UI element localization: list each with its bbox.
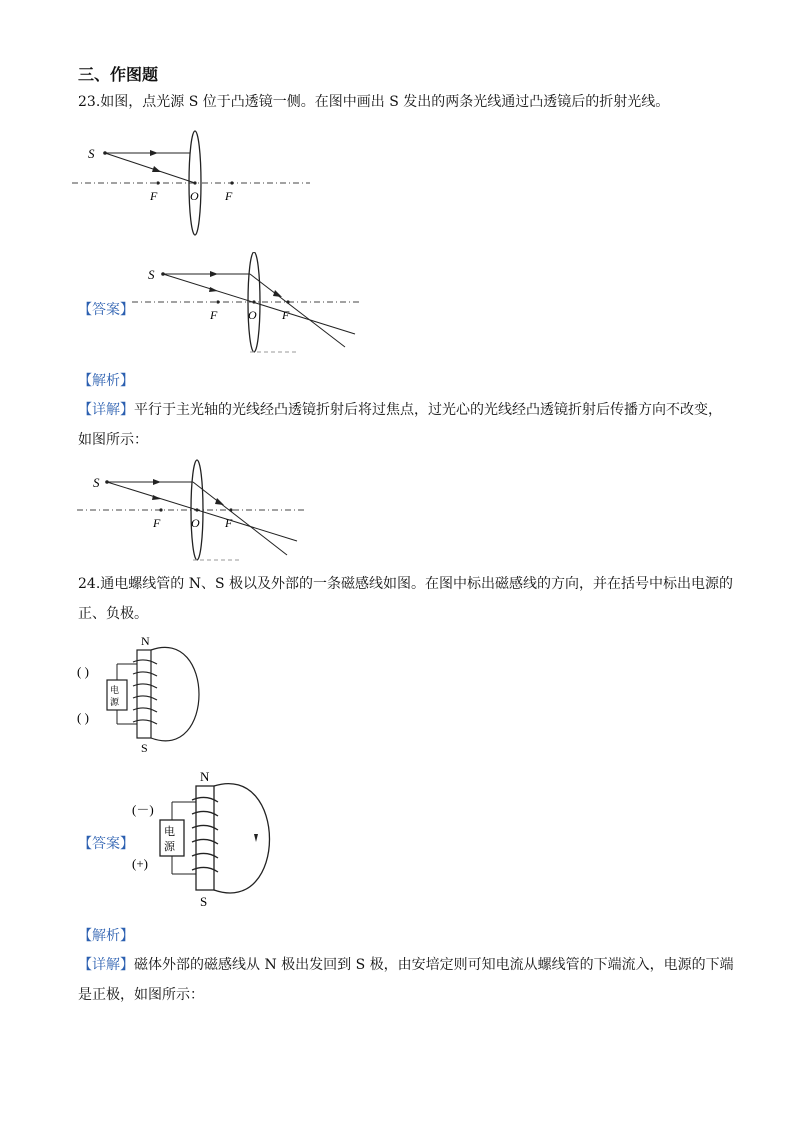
svg-text:F: F xyxy=(210,308,218,322)
bracket-top: ( ) xyxy=(77,664,89,679)
q24-figure xyxy=(75,632,205,757)
svg-text:O: O xyxy=(191,516,200,530)
svg-text:源: 源 xyxy=(110,697,120,707)
q23-detail-line2: 如图所示： xyxy=(78,432,148,448)
svg-text:F: F xyxy=(282,308,290,322)
label-f-left: F xyxy=(150,189,158,203)
q23-detail-line1: 【详解】平行于主光轴的光线经凸透镜折射后将过焦点，过光心的光线经凸透镜折射后传播方向不改变， xyxy=(78,402,722,418)
q24-detail-line1: 【详解】磁体外部的磁感线从 N 极出发回到 S 极，由安培定则可知电流从螺线管的下端流入，电源的下端 xyxy=(78,957,734,973)
label-s: S xyxy=(88,146,95,161)
section-title: 三、作图题 xyxy=(78,65,159,84)
q24-answer-figure xyxy=(130,768,275,913)
q23-answer-tag: 【答案】 xyxy=(78,302,134,318)
arrow-parallel xyxy=(150,150,158,156)
arrow-center xyxy=(152,166,161,172)
svg-text:S: S xyxy=(148,267,155,282)
label-s: S xyxy=(141,741,148,755)
answer-negative: (－) xyxy=(132,802,154,817)
q23-detail-tag: 【详解】 xyxy=(78,402,134,418)
svg-text:O: O xyxy=(248,308,257,322)
svg-text:源: 源 xyxy=(164,841,175,853)
svg-text:F: F xyxy=(153,516,161,530)
q24-analysis-tag: 【解析】 xyxy=(78,928,134,944)
svg-text:电: 电 xyxy=(110,685,120,695)
solenoid xyxy=(196,786,214,890)
solenoid xyxy=(137,650,151,738)
q24-question-line1: 24.通电螺线管的 N、S 极以及外部的一条磁感线如图。在图中标出磁感线的方向，并在括号中标出电源的 xyxy=(78,576,734,592)
label-n: N xyxy=(141,634,150,648)
q23-analysis-tag: 【解析】 xyxy=(78,373,134,389)
q23-detail-figure xyxy=(75,458,315,566)
q24-detail-line2: 是正极，如图所示： xyxy=(78,987,204,1003)
svg-text:电: 电 xyxy=(164,826,175,838)
q23-question: 23.如图，点光源 S 位于凸透镜一侧。在图中画出 S 发出的两条光线通过凸透镜后的折射光线。 xyxy=(78,94,670,110)
svg-text:S: S xyxy=(93,475,100,490)
svg-text:N: N xyxy=(200,769,210,784)
bracket-bottom: ( ) xyxy=(77,710,89,725)
q24-question-line2: 正、负极。 xyxy=(78,606,148,622)
ray-center xyxy=(105,153,195,183)
svg-text:S: S xyxy=(200,894,208,909)
q24-answer-tag: 【答案】 xyxy=(78,836,134,852)
field-line xyxy=(151,647,199,741)
q24-detail-tag: 【详解】 xyxy=(78,957,134,973)
answer-positive: (+) xyxy=(132,856,148,871)
field-line xyxy=(214,784,270,893)
q23-figure xyxy=(70,130,320,240)
field-direction-arrow xyxy=(254,834,258,842)
q23-answer-figure xyxy=(130,252,370,362)
svg-text:F: F xyxy=(225,516,233,530)
label-f-right: F xyxy=(225,189,233,203)
label-o: O xyxy=(190,189,199,203)
